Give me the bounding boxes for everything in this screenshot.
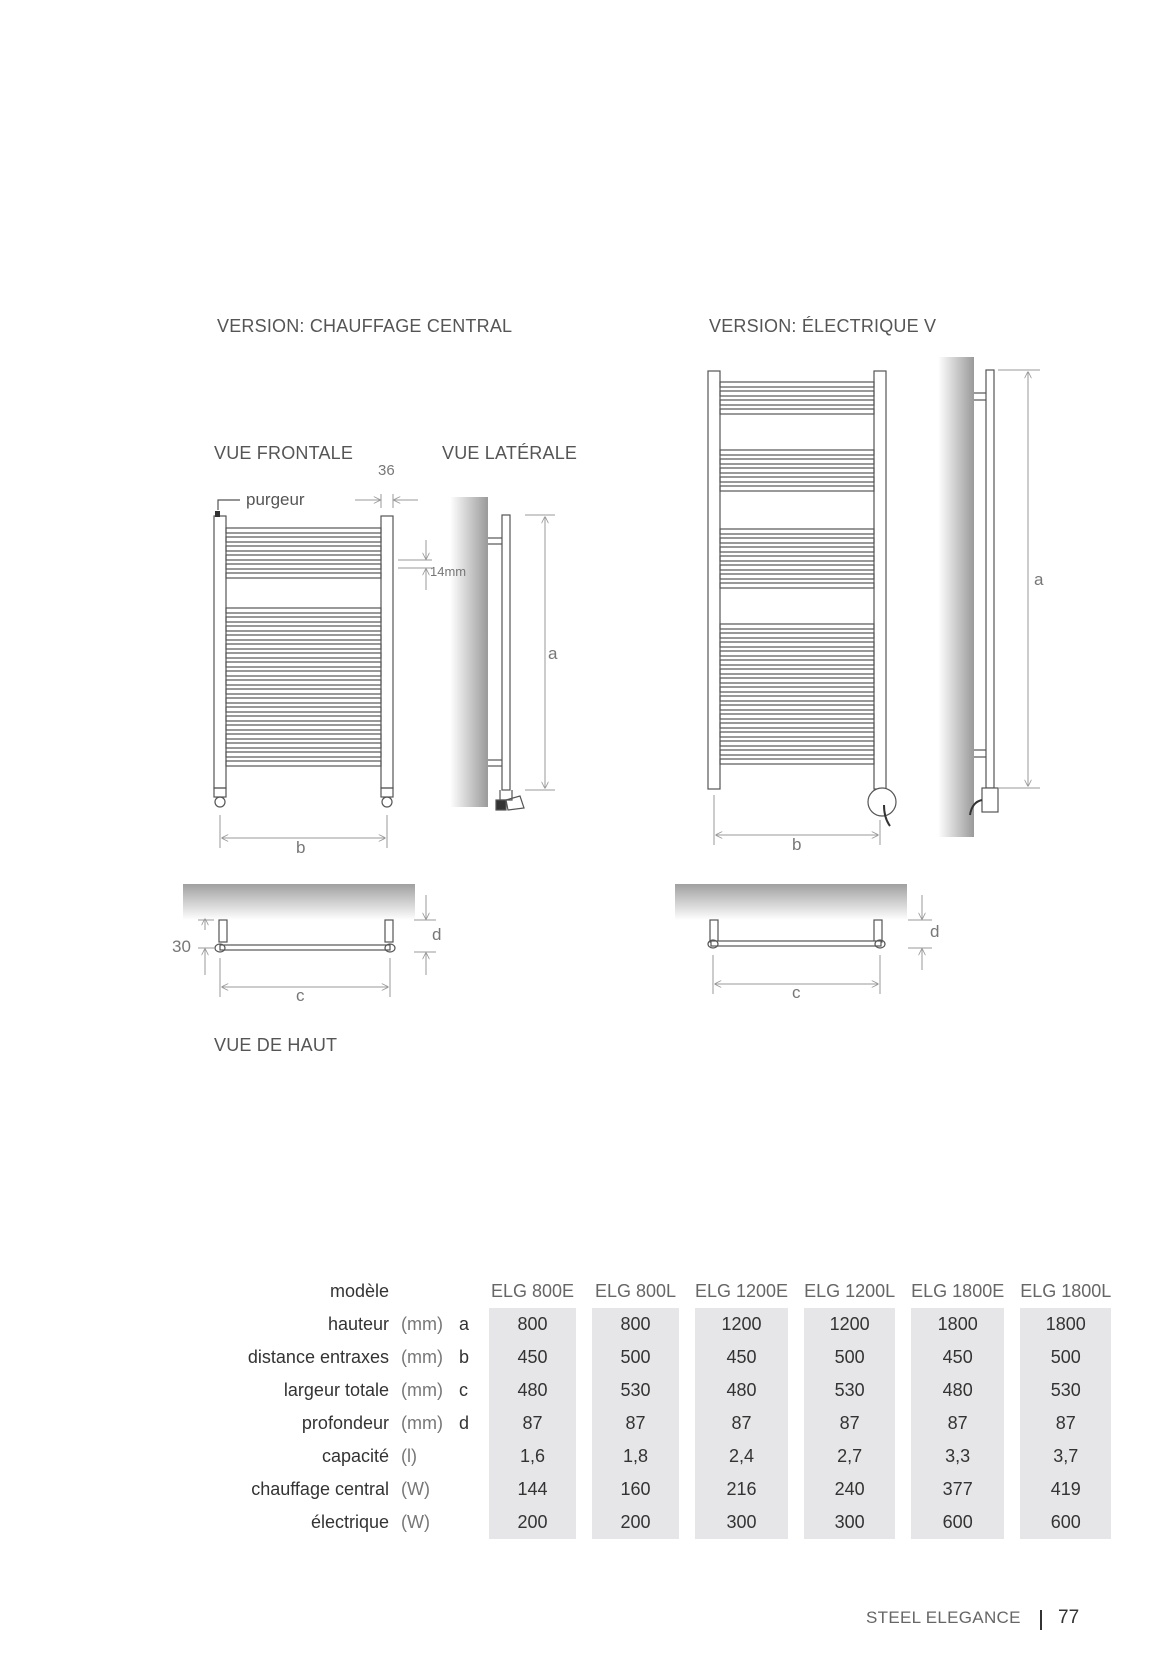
column-gap: [679, 1440, 695, 1473]
table-cell: 216: [695, 1473, 788, 1506]
table-cell: 300: [695, 1506, 788, 1539]
model-header-label: modèle: [329, 1281, 389, 1301]
table-cell: 800: [592, 1308, 679, 1341]
top-view-drawing: [215, 920, 395, 952]
table-cell: 160: [592, 1473, 679, 1506]
table-row: [225, 1473, 1111, 1506]
row-key: a: [459, 1314, 470, 1334]
model-header: ELG 1800L: [1020, 1281, 1112, 1301]
row-label: distance entraxes: [247, 1347, 389, 1367]
left-dim-d: d: [432, 925, 442, 944]
model-header: ELG 1800E: [911, 1281, 1005, 1301]
row-unit: (mm): [401, 1347, 443, 1367]
column-gap: [788, 1473, 804, 1506]
table-cell: 419: [1020, 1473, 1111, 1506]
column-gap: [679, 1407, 695, 1440]
model-header: ELG 800L: [594, 1281, 677, 1301]
bleeder-label: purgeur: [246, 490, 305, 509]
column-gap: [679, 1506, 695, 1539]
row-label: profondeur: [301, 1413, 389, 1433]
wall-top-right: [675, 884, 907, 920]
table-cell: 500: [804, 1341, 895, 1374]
row-label: largeur totale: [283, 1380, 389, 1400]
column-gap: [576, 1341, 592, 1374]
row-unit: (mm): [401, 1413, 443, 1433]
tube-dim-label: 36: [378, 462, 395, 479]
right-dim-b: b: [792, 835, 802, 854]
row-unit: (l): [401, 1446, 417, 1466]
table-cell: 500: [592, 1341, 679, 1374]
column-gap: [895, 1341, 911, 1374]
column-gap: [1004, 1473, 1020, 1506]
wall-side-right: [938, 357, 974, 837]
table-cell: 1800: [911, 1308, 1004, 1341]
row-key: c: [459, 1380, 468, 1400]
table-cell: 377: [911, 1473, 1004, 1506]
row-label: capacité: [321, 1446, 389, 1466]
column-gap: [576, 1473, 592, 1506]
column-gap: [1004, 1374, 1020, 1407]
table-row: [225, 1374, 1111, 1407]
table-cell: 3,7: [1020, 1440, 1111, 1473]
column-gap: [895, 1440, 911, 1473]
table-cell: 600: [1020, 1506, 1111, 1539]
column-gap: [679, 1341, 695, 1374]
table-cell: 240: [804, 1473, 895, 1506]
table-cell: 2,4: [695, 1440, 788, 1473]
table-cell: 450: [695, 1341, 788, 1374]
table-cell: 87: [695, 1407, 788, 1440]
table-cell: 1,8: [592, 1440, 679, 1473]
table-cell: 530: [592, 1374, 679, 1407]
table-header-row: [225, 1275, 1111, 1308]
front-view-label: VUE FRONTALE: [214, 443, 354, 463]
column-gap: [895, 1374, 911, 1407]
footer-brand: STEEL ELEGANCE: [866, 1608, 1021, 1627]
wall-side-left: [450, 497, 488, 807]
column-gap: [679, 1374, 695, 1407]
right-version-title: VERSION: ÉLECTRIQUE V: [709, 316, 937, 336]
table-row: [225, 1308, 1111, 1341]
column-gap: [1004, 1341, 1020, 1374]
left-dim-b: b: [296, 838, 306, 857]
table-cell: 1800: [1020, 1308, 1111, 1341]
column-gap: [1004, 1308, 1020, 1341]
row-unit: (mm): [401, 1380, 443, 1400]
table-cell: 480: [489, 1374, 576, 1407]
model-header: ELG 800E: [490, 1281, 575, 1301]
column-gap: [1004, 1407, 1020, 1440]
table-cell: 87: [1020, 1407, 1111, 1440]
row-key: d: [459, 1413, 470, 1433]
row-key: [459, 1506, 489, 1539]
table-cell: 450: [489, 1341, 576, 1374]
column-gap: [788, 1506, 804, 1539]
table-cell: 1,6: [489, 1440, 576, 1473]
table-row: [225, 1341, 1111, 1374]
column-gap: [895, 1473, 911, 1506]
row-label: hauteur: [327, 1314, 389, 1334]
right-dim-d: d: [930, 922, 940, 941]
table-cell: 300: [804, 1506, 895, 1539]
column-gap: [576, 1407, 592, 1440]
row-key: b: [459, 1347, 470, 1367]
table-cell: 200: [592, 1506, 679, 1539]
electric-top-view-drawing: [708, 920, 885, 948]
model-header: ELG 1200L: [804, 1281, 896, 1301]
column-gap: [895, 1407, 911, 1440]
column-gap: [788, 1407, 804, 1440]
left-dim-offset: 30: [172, 937, 191, 956]
column-gap: [576, 1374, 592, 1407]
row-unit: (mm): [401, 1314, 443, 1334]
left-version-title: VERSION: CHAUFFAGE CENTRAL: [217, 316, 513, 336]
row-unit: (W): [401, 1512, 430, 1532]
table-cell: 500: [1020, 1341, 1111, 1374]
table-cell: 530: [804, 1374, 895, 1407]
row-label: électrique: [310, 1512, 389, 1532]
side-view-drawing: [488, 515, 524, 810]
table-cell: 3,3: [911, 1440, 1004, 1473]
right-dim-a: a: [1034, 570, 1044, 589]
table-cell: 200: [489, 1506, 576, 1539]
front-view-drawing: [214, 500, 393, 807]
electric-side-view-drawing: [970, 370, 998, 815]
spec-table: [225, 1275, 1111, 1539]
left-dim-c: c: [296, 986, 305, 1005]
table-row: [225, 1407, 1111, 1440]
column-gap: [788, 1374, 804, 1407]
column-gap: [895, 1506, 911, 1539]
table-row: [225, 1440, 1111, 1473]
table-cell: 530: [1020, 1374, 1111, 1407]
side-view-label: VUE LATÉRALE: [442, 443, 578, 463]
row-key: [459, 1440, 489, 1473]
table-cell: 1200: [804, 1308, 895, 1341]
column-gap: [895, 1308, 911, 1341]
row-unit: (W): [401, 1479, 430, 1499]
column-gap: [788, 1308, 804, 1341]
page-number: 77: [1058, 1607, 1080, 1628]
left-dim-a: a: [548, 644, 558, 663]
top-view-label: VUE DE HAUT: [214, 1035, 338, 1055]
footer-separator: [1040, 1610, 1042, 1630]
table-cell: 480: [911, 1374, 1004, 1407]
column-gap: [679, 1473, 695, 1506]
column-gap: [679, 1308, 695, 1341]
wall-top-left: [183, 884, 415, 920]
table-row: [225, 1506, 1111, 1539]
table-cell: 87: [911, 1407, 1004, 1440]
row-key: [459, 1473, 489, 1506]
model-header: ELG 1200E: [695, 1281, 789, 1301]
table-cell: 87: [489, 1407, 576, 1440]
gap-dim-label: 14mm: [430, 564, 467, 579]
column-gap: [788, 1440, 804, 1473]
column-gap: [576, 1440, 592, 1473]
table-cell: 144: [489, 1473, 576, 1506]
column-gap: [1004, 1506, 1020, 1539]
column-gap: [576, 1308, 592, 1341]
column-gap: [576, 1506, 592, 1539]
table-cell: 87: [804, 1407, 895, 1440]
table-cell: 450: [911, 1341, 1004, 1374]
column-gap: [788, 1341, 804, 1374]
row-label: chauffage central: [251, 1479, 389, 1499]
table-cell: 600: [911, 1506, 1004, 1539]
table-cell: 1200: [695, 1308, 788, 1341]
electric-front-view-drawing: [708, 371, 896, 826]
table-cell: 2,7: [804, 1440, 895, 1473]
table-cell: 480: [695, 1374, 788, 1407]
table-cell: 87: [592, 1407, 679, 1440]
column-gap: [1004, 1440, 1020, 1473]
right-dim-c: c: [792, 983, 801, 1002]
table-cell: 800: [489, 1308, 576, 1341]
